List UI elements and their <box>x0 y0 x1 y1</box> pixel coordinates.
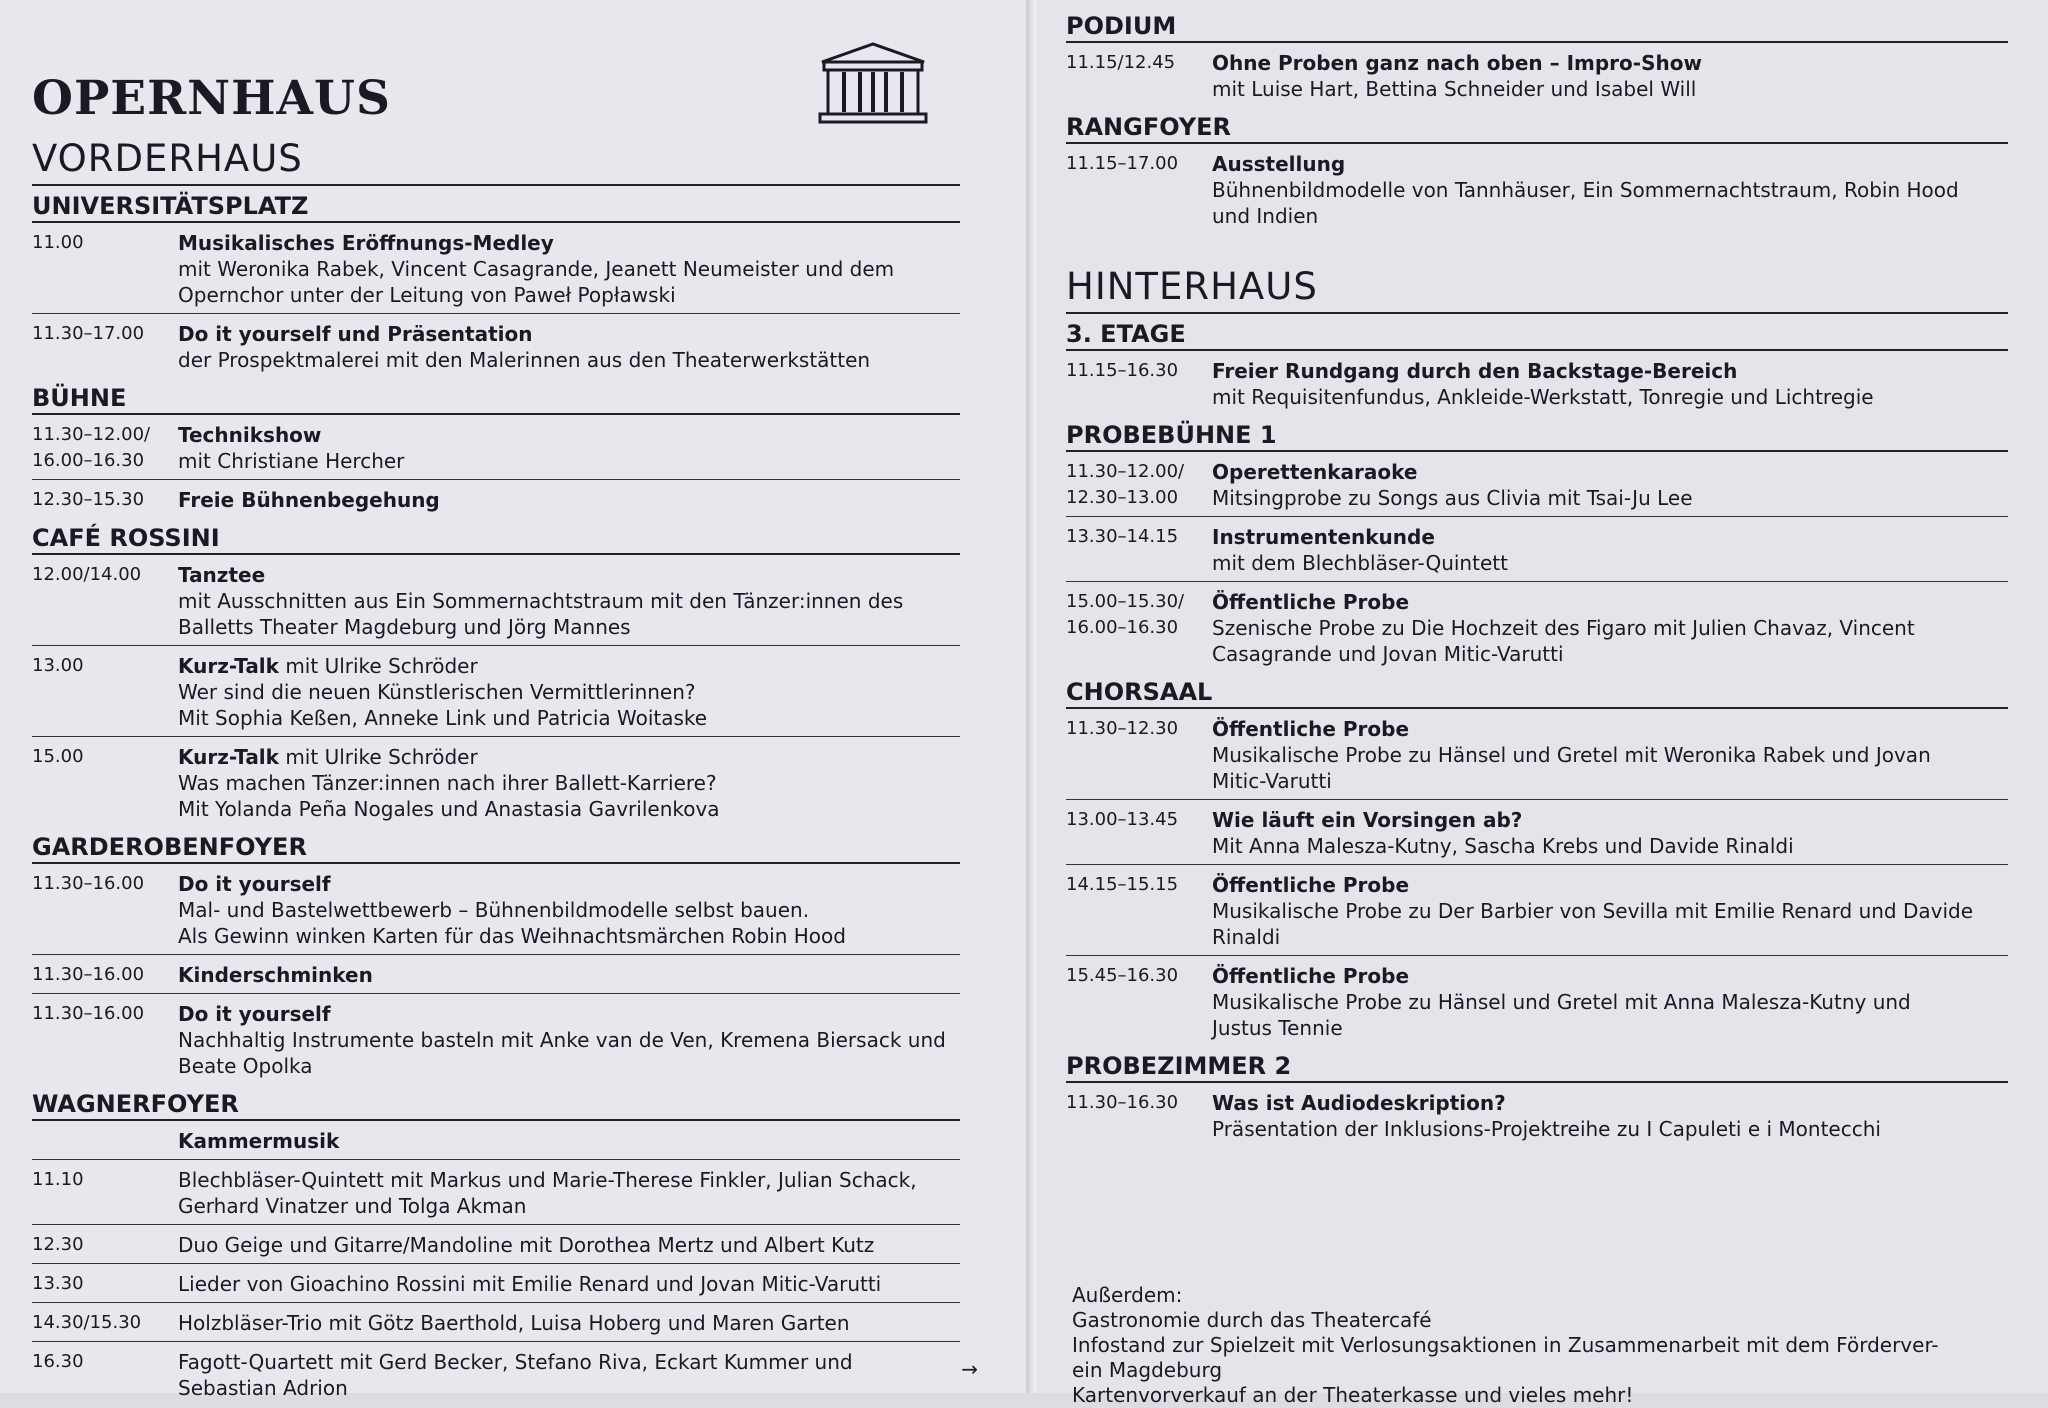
event-time: 12.00/14.00 <box>32 564 142 585</box>
event-body <box>178 230 960 308</box>
event-title-line <box>1212 872 2008 898</box>
event-row <box>32 994 960 1084</box>
event-body <box>178 1167 960 1219</box>
event-title-line <box>178 230 960 256</box>
event-detail: Sebastian Adrion <box>178 1376 348 1400</box>
venue-heading: 3. ETAGE <box>1066 314 2008 351</box>
event-title-line <box>178 1128 960 1154</box>
venue-heading: GARDEROBENFOYER <box>32 827 960 864</box>
event-row <box>32 1264 960 1303</box>
venue-heading: PROBEZIMMER 2 <box>1066 1046 2008 1083</box>
event-time: 13.00 <box>32 655 84 676</box>
event-row <box>1066 517 2008 582</box>
event-body <box>178 1310 960 1336</box>
event-title: Instrumentenkunde <box>1212 525 1435 549</box>
event-title-line <box>178 422 960 448</box>
event-list <box>1066 144 2008 234</box>
ausserdem-box <box>1072 1283 2008 1408</box>
event-title-line <box>178 962 960 988</box>
event-detail: der Prospektmalerei mit den Malerinnen aus den Theaterwerkstätten <box>178 348 871 372</box>
event-body <box>178 744 960 822</box>
event-row <box>32 415 960 480</box>
event-body <box>178 562 960 640</box>
event-list <box>1066 452 2008 672</box>
event-detail: Musikalische Probe zu Hänsel und Gretel mit Anna Malesza-Kutny und <box>1212 990 1911 1014</box>
event-body <box>1212 872 2008 950</box>
event-title: Freie Bühnenbegehung <box>178 488 440 512</box>
event-title: Öffentliche Probe <box>1212 717 1410 741</box>
event-list <box>1066 351 2008 415</box>
hinterhaus-section <box>1066 6 2008 1147</box>
event-body <box>1212 151 2008 229</box>
event-row <box>1066 351 2008 415</box>
event-title-line <box>1212 459 2008 485</box>
event-time: 12.30–15.30 <box>32 489 145 510</box>
venue-heading: CHORSAAL <box>1066 672 2008 709</box>
venue-heading: BÜHNE <box>32 378 960 415</box>
event-row <box>32 1225 960 1264</box>
event-title-line <box>178 321 960 347</box>
event-detail: Szenische Probe zu Die Hochzeit des Figaro mit Julien Chavaz, Vincent <box>1212 616 1915 640</box>
opera-house-building-icon <box>814 40 932 126</box>
event-row <box>1066 865 2008 956</box>
event-time: 11.15/12.45 <box>1066 52 1176 73</box>
ausserdem-line: Kartenvorverkauf an der Theaterkasse und vieles mehr! <box>1072 1383 1634 1407</box>
event-detail: Justus Tennie <box>1212 1016 1343 1040</box>
event-row <box>1066 956 2008 1046</box>
event-row <box>32 955 960 994</box>
event-title-line <box>178 562 960 588</box>
event-row <box>32 480 960 518</box>
event-detail: Holzbläser-Trio mit Götz Baerthold, Luisa Hoberg und Maren Garten <box>178 1311 850 1335</box>
vorderhaus-section <box>32 136 960 1406</box>
event-title-line <box>1212 963 2008 989</box>
event-body <box>178 1271 960 1297</box>
event-body <box>178 422 960 474</box>
venue-heading: UNIVERSITÄTSPLATZ <box>32 186 960 223</box>
event-list <box>32 1121 960 1406</box>
event-body <box>178 1349 960 1401</box>
event-list <box>32 864 960 1084</box>
event-detail: Gerhard Vinatzer und Tolga Akman <box>178 1194 527 1218</box>
event-title: Öffentliche Probe <box>1212 590 1410 614</box>
event-body <box>178 871 960 949</box>
event-body <box>1212 524 2008 576</box>
event-time: 16.30 <box>32 1351 84 1372</box>
event-list <box>1066 1083 2008 1147</box>
venue-heading: PODIUM <box>1066 6 2008 43</box>
event-row <box>1066 582 2008 672</box>
event-title-line <box>1212 151 2008 177</box>
page-title: OPERNHAUS <box>32 71 391 126</box>
event-title: Kinderschminken <box>178 963 373 987</box>
event-detail: Mit Sophia Keßen, Anneke Link und Patricia Woitaske <box>178 706 708 730</box>
event-row <box>32 1342 960 1406</box>
event-time <box>32 1128 178 1154</box>
event-body <box>178 1001 960 1079</box>
event-title: Technikshow <box>178 423 322 447</box>
event-time: 11.15–16.30 <box>1066 360 1179 381</box>
event-title-line <box>1212 807 2008 833</box>
event-body <box>1212 459 2008 511</box>
ausserdem-heading: Außerdem: <box>1072 1283 1183 1307</box>
event-time: 15.00 <box>32 746 84 767</box>
event-body <box>1212 50 2008 102</box>
event-body <box>178 321 960 373</box>
event-detail: mit Christiane Hercher <box>178 449 405 473</box>
vorderhaus-heading: VORDERHAUS <box>32 136 960 186</box>
event-time: 11.30–16.00 <box>32 873 145 894</box>
event-row <box>1066 452 2008 517</box>
event-title: Musikalisches Eröffnungs-Medley <box>178 231 554 255</box>
event-title-line <box>1212 50 2008 76</box>
event-title-line <box>178 871 960 897</box>
event-list <box>32 555 960 827</box>
event-detail: Casagrande und Jovan Mitic-Varutti <box>1212 642 1564 666</box>
event-detail: Was machen Tänzer:innen nach ihrer Ballett-Karriere? <box>178 771 717 795</box>
event-detail: Mitic-Varutti <box>1212 769 1332 793</box>
event-row <box>32 1121 960 1160</box>
event-title: Öffentliche Probe <box>1212 964 1410 988</box>
event-detail: Mitsingprobe zu Songs aus Clivia mit Tsai-Ju Lee <box>1212 486 1693 510</box>
event-row <box>1066 800 2008 865</box>
event-title-line <box>1212 716 2008 742</box>
event-title-line <box>178 487 960 513</box>
event-detail: Als Gewinn winken Karten für das Weihnachtsmärchen Robin Hood <box>178 924 846 948</box>
event-row <box>32 1160 960 1225</box>
event-detail: Wer sind die neuen Künstlerischen Vermittlerinnen? <box>178 680 696 704</box>
event-body <box>1212 589 2008 667</box>
ausserdem-line: ein Magdeburg <box>1072 1358 1223 1382</box>
event-body <box>178 962 960 988</box>
event-body <box>1212 716 2008 794</box>
event-row <box>1066 43 2008 107</box>
event-detail: Rinaldi <box>1212 925 1281 949</box>
event-row <box>32 864 960 955</box>
event-time: 14.30/15.30 <box>32 1312 142 1333</box>
event-time: 11.30–16.00 <box>32 964 145 985</box>
event-title: Freier Rundgang durch den Backstage-Bereich <box>1212 359 1738 383</box>
event-list <box>1066 43 2008 107</box>
event-title-rest: mit Ulrike Schröder <box>278 654 478 678</box>
event-time: 12.30 <box>32 1234 84 1255</box>
event-body <box>1212 807 2008 859</box>
event-time: 15.00–15.30/ 16.00–16.30 <box>1066 591 1185 638</box>
event-row <box>32 555 960 646</box>
event-title-line <box>178 653 960 679</box>
event-time: 11.30–17.00 <box>32 323 145 344</box>
event-time: 15.45–16.30 <box>1066 965 1179 986</box>
event-title: Ausstellung <box>1212 152 1346 176</box>
event-body <box>178 487 960 513</box>
event-row <box>32 737 960 827</box>
ausserdem-line: Infostand zur Spielzeit mit Verlosungsaktionen in Zusammenarbeit mit dem Förderver- <box>1072 1333 1939 1357</box>
venue-heading: PROBEBÜHNE 1 <box>1066 415 2008 452</box>
event-title: Do it yourself <box>178 872 331 896</box>
event-row <box>1066 144 2008 234</box>
next-page-arrow: → <box>961 1357 978 1381</box>
ausserdem-line: Gastronomie durch das Theatercafé <box>1072 1308 1432 1332</box>
event-detail: Mal- und Bastelwettbewerb – Bühnenbildmodelle selbst bauen. <box>178 898 810 922</box>
event-detail: mit Ausschnitten aus Ein Sommernachtstraum mit den Tänzer:innen des <box>178 589 904 613</box>
event-detail: mit Luise Hart, Bettina Schneider und Isabel Will <box>1212 77 1697 101</box>
event-time: 13.30–14.15 <box>1066 526 1179 547</box>
event-time: 11.15–17.00 <box>1066 153 1179 174</box>
event-time: 11.30–16.30 <box>1066 1092 1179 1113</box>
event-row <box>1066 1083 2008 1147</box>
event-detail: und Indien <box>1212 204 1319 228</box>
event-body <box>1212 358 2008 410</box>
event-title: Kurz-Talk <box>178 654 279 678</box>
event-list <box>1066 709 2008 1046</box>
event-detail: Fagott-Quartett mit Gerd Becker, Stefano Riva, Eckart Kummer und <box>178 1350 853 1374</box>
event-detail: Duo Geige und Gitarre/Mandoline mit Dorothea Mertz und Albert Kutz <box>178 1233 875 1257</box>
event-time: 13.00–13.45 <box>1066 809 1179 830</box>
event-time: 11.00 <box>32 232 84 253</box>
event-title: Tanztee <box>178 563 266 587</box>
event-detail: Bühnenbildmodelle von Tannhäuser, Ein Sommernachtstraum, Robin Hood <box>1212 178 1959 202</box>
event-detail: Musikalische Probe zu Der Barbier von Sevilla mit Emilie Renard und Davide <box>1212 899 1974 923</box>
event-list <box>32 223 960 378</box>
event-title: Öffentliche Probe <box>1212 873 1410 897</box>
event-title: Kammermusik <box>178 1129 340 1153</box>
event-body <box>178 653 960 731</box>
event-row <box>32 223 960 314</box>
event-title: Operettenkaraoke <box>1212 460 1418 484</box>
event-detail: mit Requisitenfundus, Ankleide-Werkstatt, Tonregie und Lichtregie <box>1212 385 1874 409</box>
venue-heading: CAFÉ ROSSINI <box>32 518 960 555</box>
venue-heading: RANGFOYER <box>1066 107 2008 144</box>
event-time: 11.30–12.00/ 16.00–16.30 <box>32 424 151 471</box>
event-title-line <box>178 1001 960 1027</box>
event-body <box>178 1128 960 1154</box>
event-time: 13.30 <box>32 1273 84 1294</box>
event-row <box>32 314 960 378</box>
event-title: Do it yourself und Präsentation <box>178 322 533 346</box>
event-list <box>32 415 960 518</box>
event-detail: Lieder von Gioachino Rossini mit Emilie Renard und Jovan Mitic-Varutti <box>178 1272 882 1296</box>
event-title: Do it yourself <box>178 1002 331 1026</box>
event-detail: Beate Opolka <box>178 1054 313 1078</box>
event-time: 11.30–12.00/ 12.30–13.00 <box>1066 461 1185 508</box>
event-body <box>1212 1090 2008 1142</box>
event-title-line <box>1212 1090 2008 1116</box>
event-title: Ohne Proben ganz nach oben – Impro-Show <box>1212 51 1702 75</box>
event-title: Wie läuft ein Vorsingen ab? <box>1212 808 1523 832</box>
event-title-line <box>1212 358 2008 384</box>
event-time: 14.15–15.15 <box>1066 874 1179 895</box>
event-time: 11.10 <box>32 1169 84 1190</box>
event-body <box>178 1232 960 1258</box>
right-page <box>1038 0 2048 1407</box>
event-title-line <box>1212 524 2008 550</box>
event-detail: Musikalische Probe zu Hänsel und Gretel mit Weronika Rabek und Jovan <box>1212 743 1931 767</box>
event-time: 11.30–12.30 <box>1066 718 1179 739</box>
event-detail: mit Weronika Rabek, Vincent Casagrande, Jeanett Neumeister und dem <box>178 257 895 281</box>
event-detail: Blechbläser-Quintett mit Markus und Marie-Therese Finkler, Julian Schack, <box>178 1168 917 1192</box>
event-detail: mit dem Blechbläser-Quintett <box>1212 551 1508 575</box>
event-title-rest: mit Ulrike Schröder <box>278 745 478 769</box>
brand-header <box>32 40 952 126</box>
event-row <box>32 646 960 737</box>
event-detail: Balletts Theater Magdeburg und Jörg Mannes <box>178 615 631 639</box>
event-detail: Präsentation der Inklusions-Projektreihe zu I Capuleti e i Montecchi <box>1212 1117 1881 1141</box>
event-body <box>1212 963 2008 1041</box>
venue-heading: WAGNERFOYER <box>32 1084 960 1121</box>
event-detail: Mit Anna Malesza-Kutny, Sascha Krebs und Davide Rinaldi <box>1212 834 1794 858</box>
event-title-line <box>178 744 960 770</box>
event-title-line <box>1212 589 2008 615</box>
event-title: Was ist Audiodeskription? <box>1212 1091 1506 1115</box>
event-detail: Nachhaltig Instrumente basteln mit Anke van de Ven, Kremena Biersack und <box>178 1028 946 1052</box>
event-detail: Opernchor unter der Leitung von Paweł Popławski <box>178 283 676 307</box>
event-detail: Mit Yolanda Peña Nogales und Anastasia Gavrilenkova <box>178 797 720 821</box>
event-time: 11.30–16.00 <box>32 1003 145 1024</box>
hinterhaus-heading: HINTERHAUS <box>1066 264 2008 314</box>
event-row <box>32 1303 960 1342</box>
event-title: Kurz-Talk <box>178 745 279 769</box>
event-row <box>1066 709 2008 800</box>
